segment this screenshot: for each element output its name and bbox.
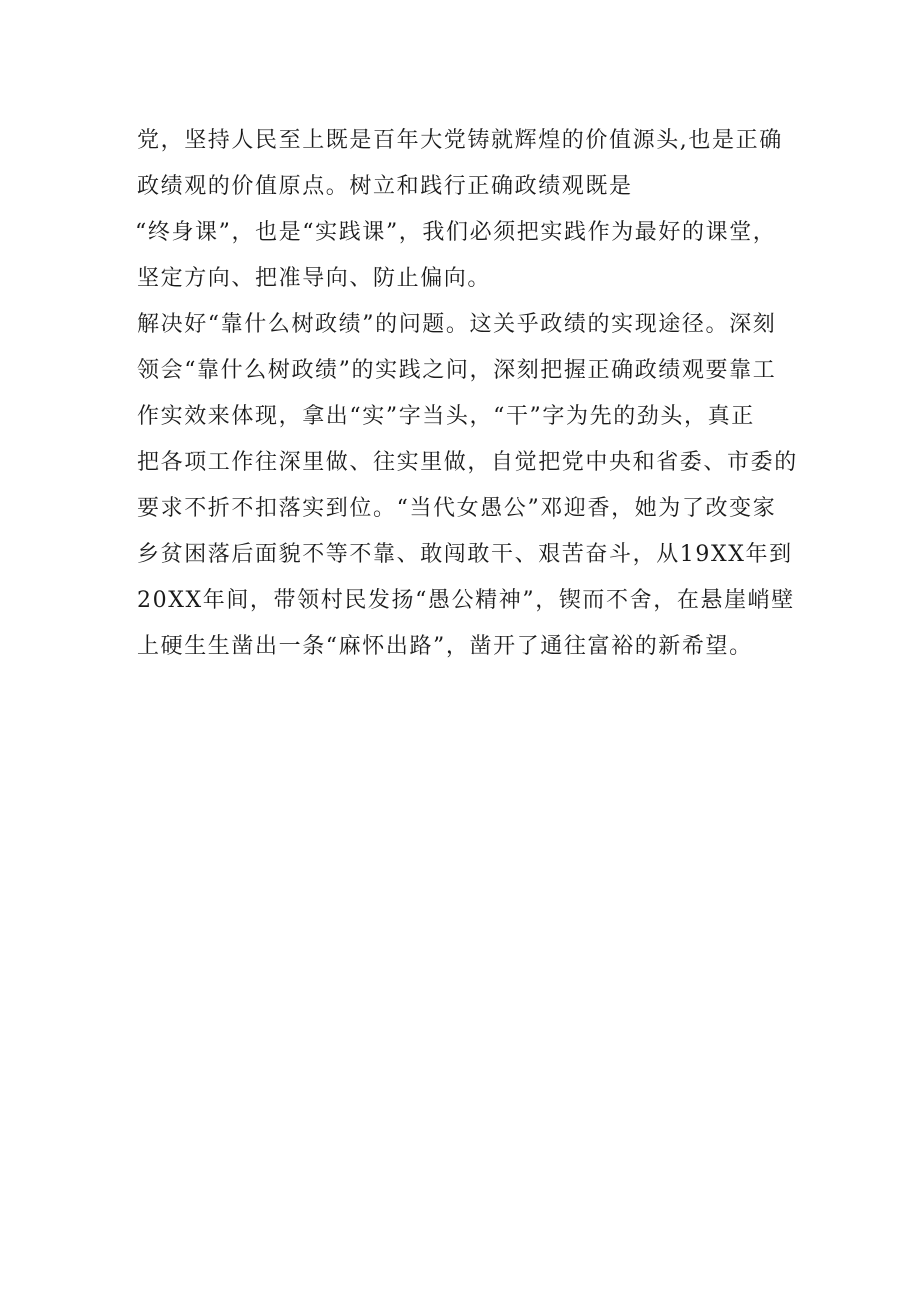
text-line: 20XX年间，带领村民发扬“愚公精神”，锲而不舍，在悬崖峭壁 — [137, 588, 795, 613]
body-text — [137, 118, 817, 670]
text-line: 坚定方向、把准导向、防止偏向。 — [137, 266, 492, 291]
text-line: 上硬生生凿出一条“麻怀出路”，凿开了通往富裕的新希望。 — [137, 634, 753, 659]
text-line: 解决好“靠什么树政绩”的问题。这关乎政绩的实现途径。深刻 — [137, 312, 777, 337]
text-line: 党，坚持人民至上既是百年大党铸就辉煌的价值源头,也是正确 — [137, 128, 783, 153]
text-line: “终身课”，也是“实践课”，我们必须把实践作为最好的课堂， — [135, 220, 777, 245]
text-line: 要求不折不扣落实到位。“当代女愚公”邓迎香，她为了改变家 — [137, 496, 777, 521]
text-line: 领会“靠什么树政绩”的实践之问，深刻把握正确政绩观要靠工 — [137, 358, 777, 383]
text-line: 乡贫困落后面貌不等不靠、敢闯敢干、艰苦奋斗，从19XX年到 — [137, 542, 793, 567]
text-line: 政绩观的价值原点。树立和践行正确政绩观既是 — [137, 174, 633, 199]
text-line: 把各项工作往深里做、往实里做，自觉把党中央和省委、市委的 — [137, 450, 798, 475]
text-line: 作实效来体现，拿出“实”字当头，“干”字为先的劲头，真正 — [137, 404, 755, 429]
